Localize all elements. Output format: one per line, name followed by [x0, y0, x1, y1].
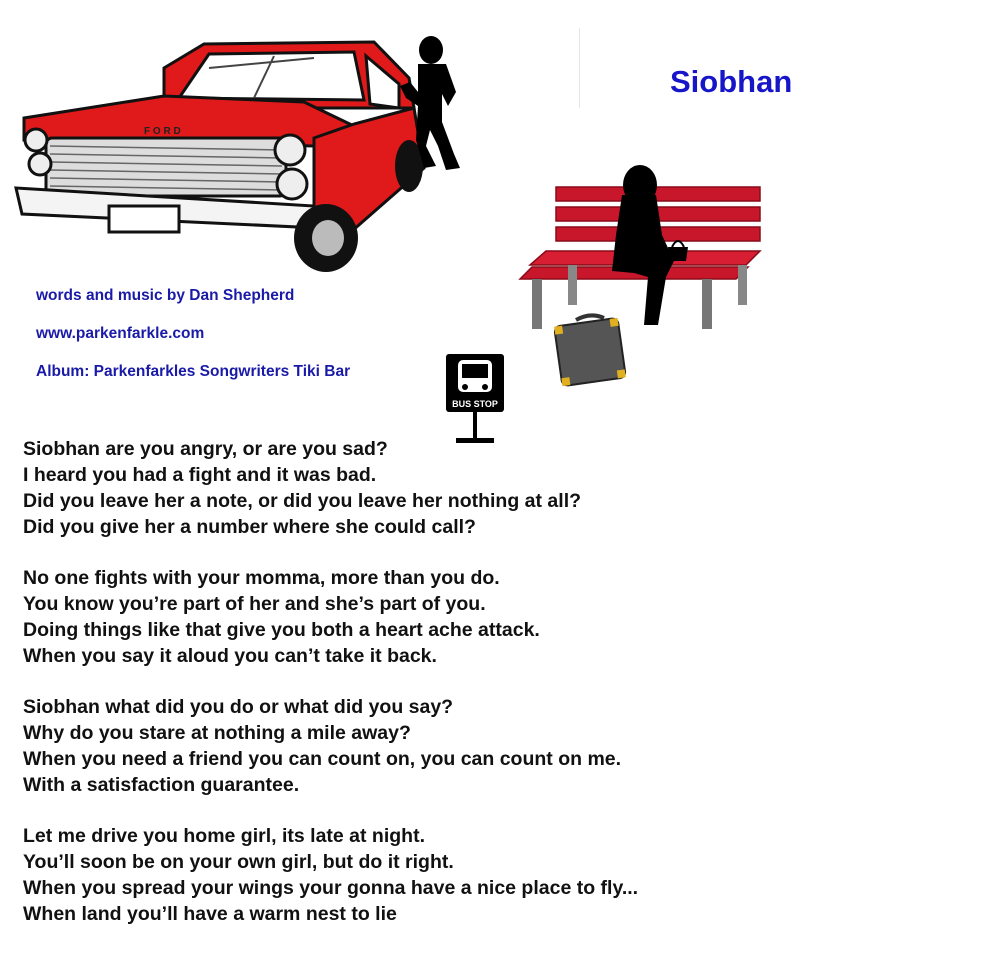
red-car-illustration [14, 38, 434, 273]
stanza-3 [23, 694, 638, 798]
bus-stop-sign [444, 352, 506, 446]
lyric-line: Siobhan what did you do or what did you say? [23, 696, 454, 718]
bench-illustration [516, 165, 766, 335]
author-credit: words and music by Dan Shepherd [36, 287, 295, 304]
lyric-line: No one fights with your momma, more than you do. [23, 567, 500, 589]
boy-silhouette [396, 36, 466, 174]
lyric-line: Did you leave her a note, or did you leave her nothing at all? [23, 490, 582, 512]
bus-stop-label: BUS STOP [452, 399, 498, 409]
lyric-line: When you need a friend you can count on, you can count on me. [23, 748, 622, 770]
lyric-line: Did you give her a number where she could call? [23, 516, 476, 538]
page-title: Siobhan [670, 64, 793, 99]
website-link[interactable]: www.parkenfarkle.com [36, 325, 205, 342]
suitcase-illustration [556, 314, 626, 386]
lyric-line: When you spread your wings your gonna have a nice place to fly... [23, 877, 639, 899]
lyric-line: Let me drive you home girl, its late at night. [23, 825, 425, 847]
lyric-line: You know you’re part of her and she’s part of you. [23, 593, 486, 615]
lyric-line: When you say it aloud you can’t take it back. [23, 645, 437, 667]
stanza-4 [23, 823, 638, 927]
lyric-line: Siobhan are you angry, or are you sad? [23, 438, 388, 460]
lyric-line: When land you’ll have a warm nest to lie [23, 903, 397, 925]
lyric-line: Doing things like that give you both a heart ache attack. [23, 619, 540, 641]
lyric-line: You’ll soon be on your own girl, but do it right. [23, 851, 454, 873]
album-credit: Album: Parkenfarkles Songwriters Tiki Bar [36, 363, 351, 380]
credits-block [36, 286, 350, 400]
stanza-1 [23, 436, 638, 540]
lyric-line: With a satisfaction guarantee. [23, 774, 300, 796]
lyrics [23, 436, 638, 952]
lyric-line: Why do you stare at nothing a mile away? [23, 722, 411, 744]
car-badge: F O R D [144, 126, 181, 137]
divider [579, 28, 580, 108]
lyric-line: I heard you had a fight and it was bad. [23, 464, 377, 486]
stanza-2 [23, 565, 638, 669]
